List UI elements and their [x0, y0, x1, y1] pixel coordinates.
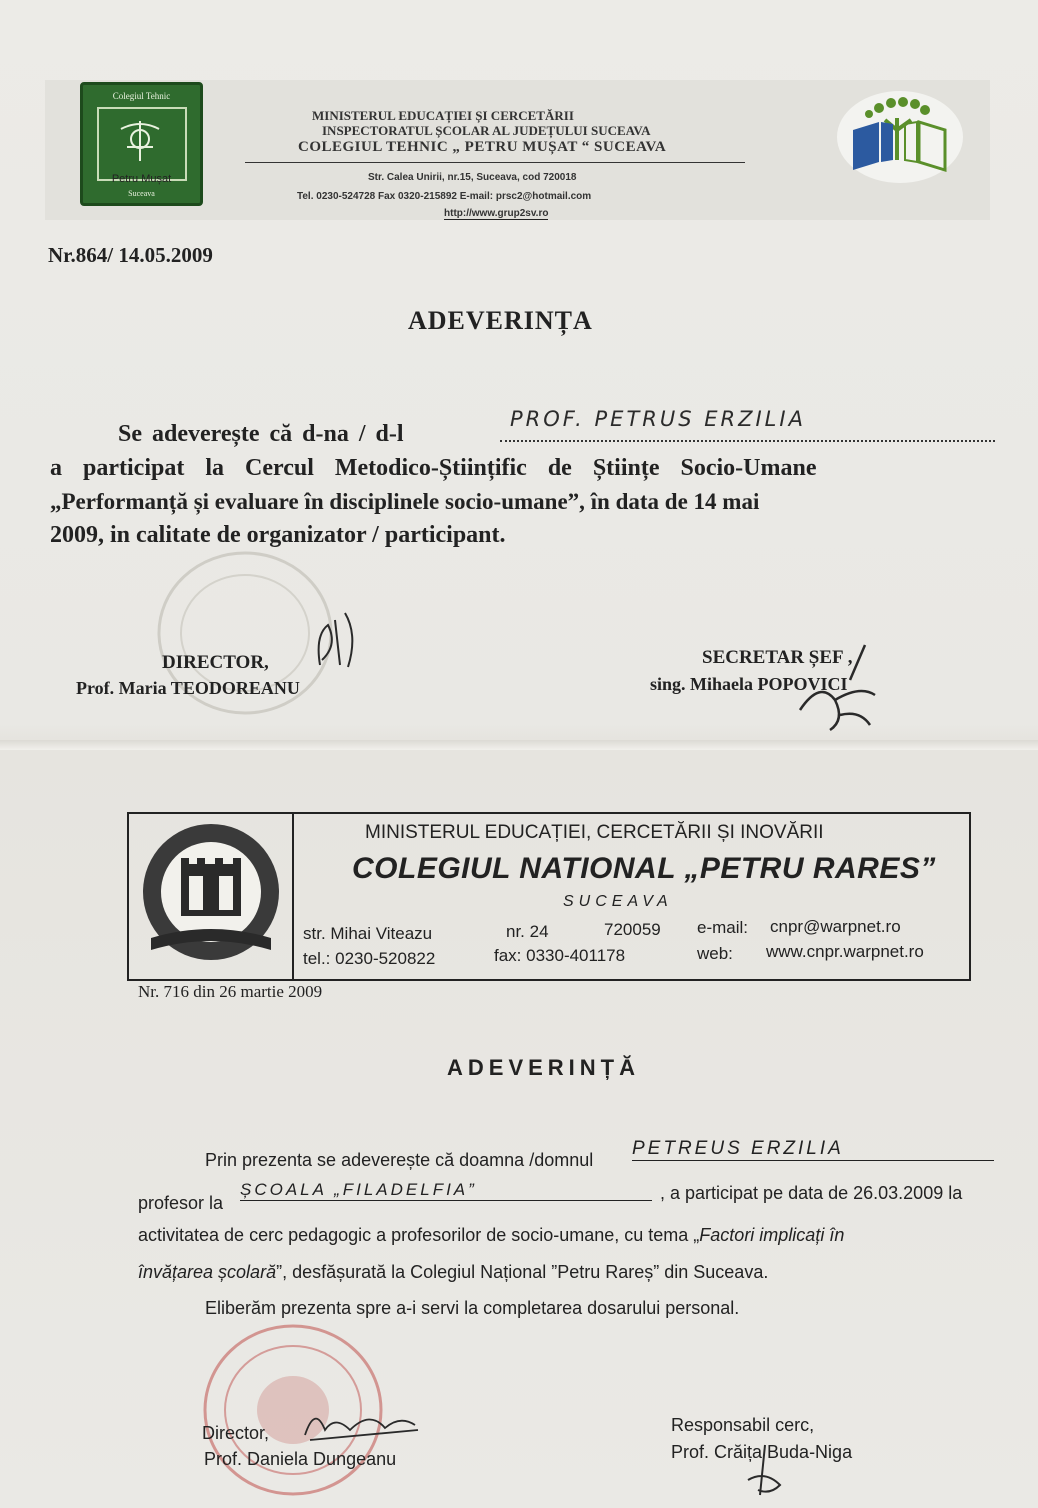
- secretary-signature: [780, 640, 890, 740]
- address-line: Str. Calea Unirii, nr.15, Suceava, cod 720018: [368, 172, 577, 183]
- activity-text-plain: activitatea de cerc pedagogic a profesorilor de socio-umane, cu tema „: [138, 1225, 700, 1245]
- document-title-2: ADEVERINȚĂ: [447, 1055, 641, 1080]
- theme-italic-2: învățarea școlară: [138, 1262, 277, 1282]
- responsible-name: Prof. Crăița Buda-Niga: [671, 1442, 853, 1462]
- postal-code: 720059: [604, 920, 661, 939]
- capacity-line: 2009, in calitate de organizator / participant.: [50, 522, 506, 548]
- eco-school-logo: [835, 90, 965, 185]
- name-dotted-line: [500, 440, 995, 442]
- crest-top-text: Colegiul Tehnic: [112, 91, 171, 101]
- page-fold: [0, 740, 1038, 750]
- certify-text: Prin prezenta se adeverește că doamna /domnul: [205, 1150, 594, 1170]
- responsible-signature: [740, 1440, 790, 1500]
- ministry-line: MINISTERUL EDUCAȚIEI ȘI CERCETĂRII: [312, 108, 574, 123]
- certify-line: Se adeverește că d-na / d-l: [118, 421, 404, 447]
- email-label: e-mail:: [697, 918, 749, 937]
- teacher-at-label: profesor la: [138, 1193, 224, 1213]
- theme-line: „Performanță și evaluare în disciplinele socio-umane”, în data de 14 mai: [50, 489, 760, 514]
- director-signature: [310, 605, 365, 675]
- handwritten-name: PROF. PETRUS ERZILIA: [510, 407, 806, 431]
- participation-date: , a participat pe data de 26.03.2009 la: [660, 1183, 963, 1203]
- document-number: Nr.864/ 14.05.2009: [48, 243, 213, 267]
- crest-middle-text: Petru Mușat: [111, 173, 172, 185]
- college-name: COLEGIUL NATIONAL „PETRU RARES”: [352, 852, 936, 885]
- director-role: DIRECTOR,: [162, 652, 269, 673]
- inspectorate-line: INSPECTORATUL ȘCOLAR AL JUDEȚULUI SUCEAVA: [322, 123, 651, 138]
- theme-italic-1: Factori implicați în: [699, 1225, 845, 1245]
- issuance-text: Eliberăm prezenta spre a-i servi la completarea dosarului personal.: [205, 1298, 740, 1318]
- location-text: [138, 1262, 768, 1283]
- web-label: web:: [697, 944, 733, 963]
- secretary-role: SECRETAR ȘEF ,: [702, 647, 853, 668]
- secretary-name: sing. Mihaela POPOVICI: [650, 674, 848, 694]
- header-rule: [245, 162, 745, 163]
- responsible-role: Responsabil cerc,: [671, 1415, 815, 1435]
- participation-line: a participat la Cercul Metodico-Științific de Științe Socio-Umane: [50, 455, 817, 481]
- director-name-2: Prof. Daniela Dungeanu: [204, 1449, 397, 1469]
- colegiul-tehnic-crest: [80, 82, 203, 206]
- website[interactable]: www.cnpr.warpnet.ro: [766, 942, 924, 961]
- city-name: SUCEAVA: [563, 893, 673, 910]
- street-address: str. Mihai Viteazu: [303, 924, 433, 943]
- handwritten-school: ȘCOALA „FILADELFIA”: [240, 1180, 652, 1201]
- location-plain: ”, desfășurată la Colegiul Național ”Petru Rareș” din Suceava.: [276, 1262, 769, 1282]
- activity-text: [138, 1225, 844, 1246]
- fax: fax: 0330-401178: [494, 946, 626, 965]
- colegiul-national-emblem: [137, 820, 285, 970]
- director-signature-2: [300, 1400, 420, 1445]
- website-link[interactable]: http://www.grup2sv.ro: [444, 208, 549, 219]
- college-name-line: COLEGIUL TEHNIC „ PETRU MUȘAT “ SUCEAVA: [298, 139, 667, 155]
- document-title: ADEVERINȚA: [408, 306, 593, 335]
- handwritten-teacher-name: PETREUS ERZILIA: [632, 1138, 994, 1161]
- street-number: nr. 24: [506, 922, 549, 941]
- email-address[interactable]: cnpr@warpnet.ro: [770, 917, 901, 936]
- director-name: Prof. Maria TEODOREANU: [76, 678, 300, 698]
- crest-bottom-text: Suceava: [128, 189, 155, 198]
- document-number-2: Nr. 716 din 26 martie 2009: [138, 982, 323, 1001]
- telephone: tel.: 0230-520822: [303, 949, 436, 968]
- contacts-line: Tel. 0230-524728 Fax 0320-215892 E-mail: prsc2@hotmail.com: [297, 191, 592, 202]
- ministry-name: MINISTERUL EDUCAȚIEI, CERCETĂRII ȘI INOVĂRII: [365, 822, 824, 843]
- caduceus-icon: [113, 117, 167, 163]
- director-role-2: Director,: [202, 1423, 270, 1443]
